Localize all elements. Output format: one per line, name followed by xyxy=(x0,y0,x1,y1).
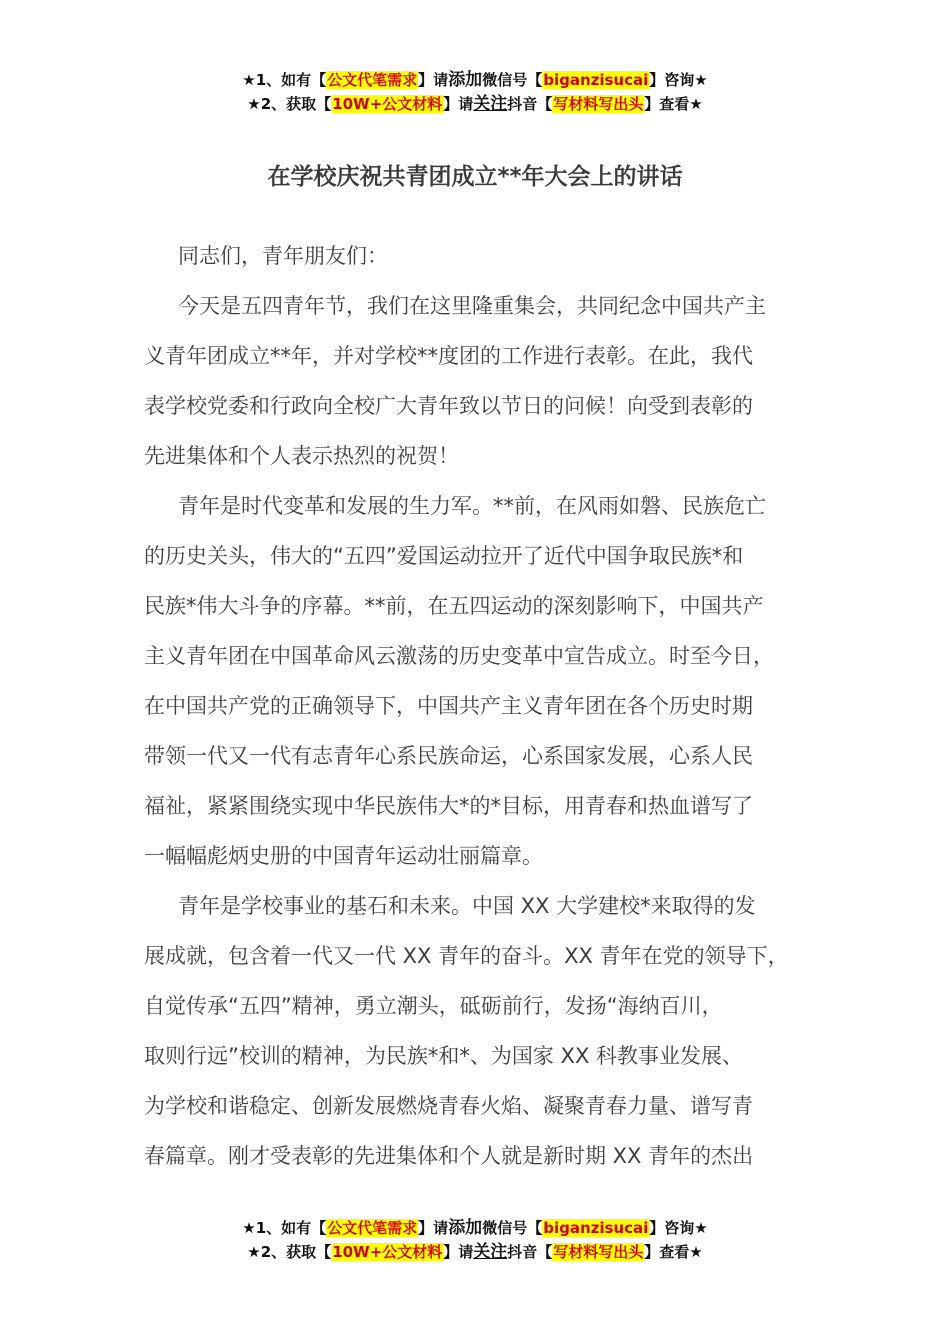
banner-text: 抖音【 xyxy=(507,1243,553,1261)
paragraph-line: 表学校党委和行政向全校广大青年致以节日的问候！向受到表彰的 xyxy=(144,394,753,418)
banner-emphasis: 关注 xyxy=(473,94,508,114)
paragraph-line: 带领一代又一代有志青年心系民族命运，心系国家发展，心系人民 xyxy=(144,744,753,768)
paragraph-line: 青年是学校事业的基石和未来。中国 XX 大学建校*来取得的发 xyxy=(178,894,756,918)
footer-banner xyxy=(0,1216,950,1264)
banner-text: 】查看★ xyxy=(644,1243,703,1261)
paragraph-line: 自觉传承“五四”精神，勇立潮头，砥砺前行，发扬“海纳百川， xyxy=(144,994,723,1018)
banner-text: ★2、获取【 xyxy=(247,1243,332,1261)
banner-text: 】请 xyxy=(418,71,449,89)
banner-highlight: 10W+公文材料 xyxy=(332,95,443,113)
document-title: 在学校庆祝共青团成立**年大会上的讲话 xyxy=(267,164,683,190)
banner-text: ★2、获取【 xyxy=(247,95,332,113)
banner-line-2 xyxy=(0,1240,950,1264)
paragraph-line: 为学校和谐稳定、创新发展燃烧青春火焰、凝聚青春力量、谱写青 xyxy=(144,1094,753,1118)
paragraph-line: 的历史关头，伟大的“五四”爱国运动拉开了近代中国争取民族*和 xyxy=(144,544,744,568)
paragraph-line: 福祉，紧紧围绕实现中华民族伟大*的*目标，用青春和热血谱写了 xyxy=(144,794,753,818)
banner-line-1 xyxy=(0,68,950,92)
salutation: 同志们，青年朋友们： xyxy=(178,244,388,268)
banner-highlight-douyin: 写材料写出头 xyxy=(553,1243,644,1261)
banner-text: 】查看★ xyxy=(644,95,703,113)
banner-line-2 xyxy=(0,92,950,116)
paragraph-line: 展成就，包含着一代又一代 XX 青年的奋斗。XX 青年在党的领导下， xyxy=(144,944,789,968)
banner-line-1 xyxy=(0,1216,950,1240)
banner-emphasis: 关注 xyxy=(473,1242,508,1262)
banner-highlight: 10W+公文材料 xyxy=(332,1243,443,1261)
banner-highlight-wechat: biganzisucai xyxy=(543,71,649,89)
banner-highlight: 公文代笔需求 xyxy=(327,1219,418,1237)
banner-emphasis: 添加 xyxy=(448,1218,483,1238)
banner-highlight: 公文代笔需求 xyxy=(327,71,418,89)
paragraph-line: 在中国共产党的正确领导下，中国共产主义青年团在各个历史时期 xyxy=(144,694,753,718)
paragraph-line: 主义青年团在中国革命风云激荡的历史变革中宣告成立。时至今日， xyxy=(144,644,774,668)
paragraph-line: 今天是五四青年节，我们在这里隆重集会，共同纪念中国共产主 xyxy=(178,294,766,318)
banner-emphasis: 添加 xyxy=(448,70,483,90)
banner-highlight-wechat: biganzisucai xyxy=(543,1219,649,1237)
banner-text: ★1、如有【 xyxy=(242,71,327,89)
banner-text: 抖音【 xyxy=(507,95,553,113)
paragraph-line: 青年是时代变革和发展的生力军。**前，在风雨如磐、民族危亡 xyxy=(178,494,766,518)
banner-text: 】咨询★ xyxy=(649,1219,708,1237)
banner-text: 】咨询★ xyxy=(649,71,708,89)
banner-text: 微信号【 xyxy=(482,1219,543,1237)
paragraph-line: 民族*伟大斗争的序幕。**前，在五四运动的深刻影响下，中国共产 xyxy=(144,594,764,618)
banner-text: ★1、如有【 xyxy=(242,1219,327,1237)
paragraph-line: 义青年团成立**年，并对学校**度团的工作进行表彰。在此，我代 xyxy=(144,344,753,368)
paragraph-line: 春篇章。刚才受表彰的先进集体和个人就是新时期 XX 青年的杰出 xyxy=(144,1144,754,1168)
banner-text: 】请 xyxy=(418,1219,449,1237)
paragraph-line: 一幅幅彪炳史册的中国青年运动壮丽篇章。 xyxy=(144,844,543,868)
banner-text: 】请 xyxy=(443,95,474,113)
paragraph-line: 取则行远”校训的精神，为民族*和*、为国家 XX 科教事业发展、 xyxy=(144,1044,744,1068)
banner-text: 微信号【 xyxy=(482,71,543,89)
header-banner xyxy=(0,68,950,116)
banner-text: 】请 xyxy=(443,1243,474,1261)
banner-highlight-douyin: 写材料写出头 xyxy=(553,95,644,113)
paragraph-line: 先进集体和个人表示热烈的祝贺！ xyxy=(144,444,459,468)
